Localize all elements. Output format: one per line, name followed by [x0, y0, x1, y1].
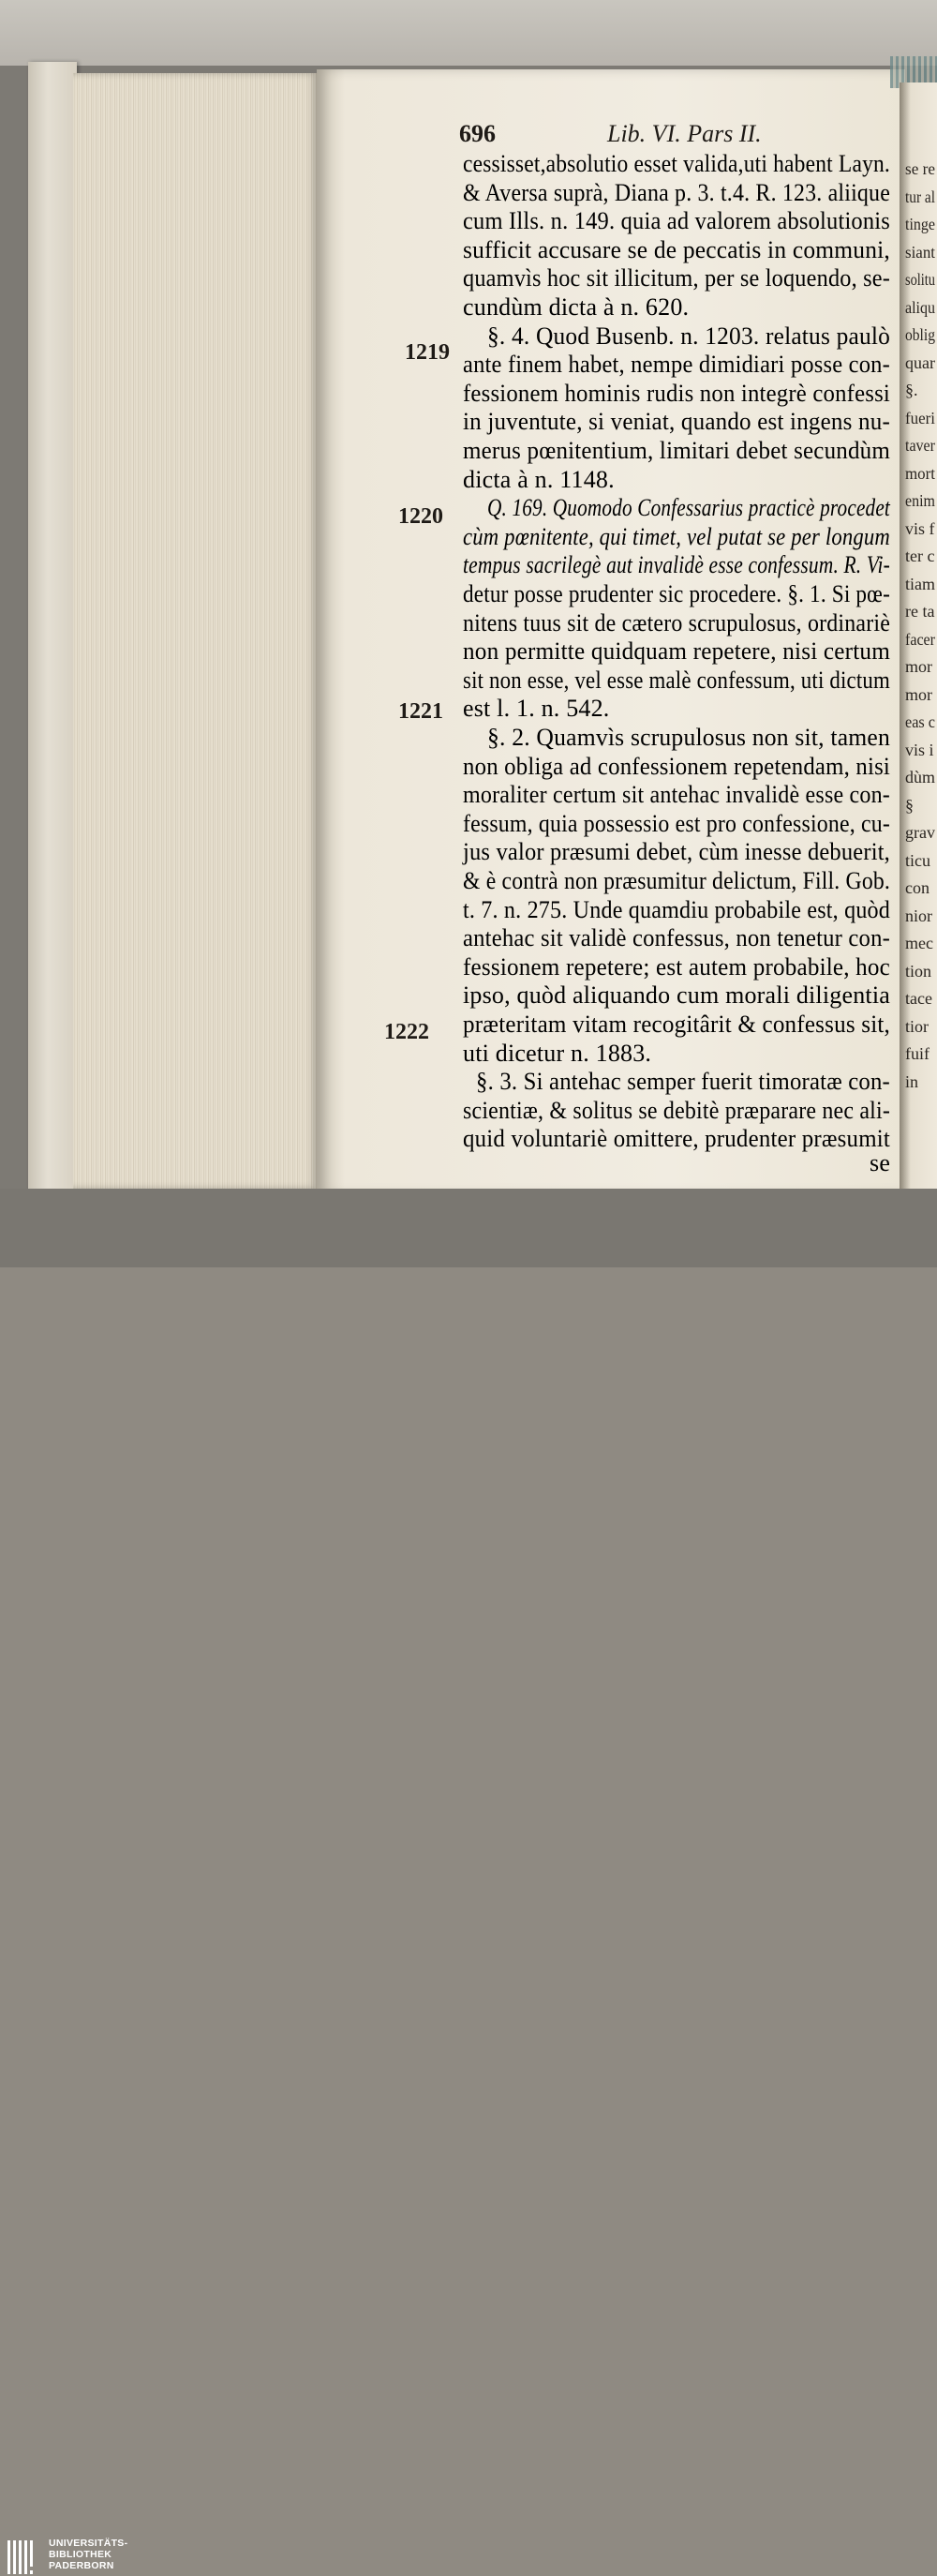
text-line: & Aversa suprà, Diana p. 3. t.4. R. 123. aliique — [463, 178, 890, 206]
margin-number: 1219 — [405, 340, 450, 365]
text-line: ipso, quòd aliquando cum morali diligentia — [463, 981, 890, 1010]
footer — [0, 1267, 937, 2571]
text-line: nitens tuus sit de cætero scrupulosus, ordinariè — [463, 608, 890, 637]
next-page-fragment: § — [905, 795, 914, 815]
text-line: uti dicetur n. 1883. — [463, 1039, 652, 1067]
text-line: t. 7. n. 275. Unde quamdiu probabile est, quòd — [463, 895, 890, 923]
next-page-fragment: enim — [905, 491, 935, 510]
text-line: sit non esse, vel esse malè confessum, uti dictum — [463, 666, 890, 694]
next-page-fragment: quar — [905, 352, 935, 372]
next-page-fragment: tior — [905, 1016, 929, 1036]
next-page-fragment: vis i — [905, 740, 934, 759]
text-line: Q. 169. Quomodo Confessarius practicè procedet — [487, 494, 890, 522]
text-line: non obliga ad confessionem repetendam, nisi — [463, 752, 890, 780]
next-page-fragment: fueri — [905, 408, 935, 427]
text-line: detur posse prudenter sic procedere. §. 1. Si pœ- — [463, 580, 890, 607]
running-title: Lib. VI. Pars II. — [607, 120, 762, 147]
text-line: cundùm dicta à n. 620. — [463, 293, 690, 321]
next-page-fragment: facer — [905, 629, 935, 649]
text-line: tempus sacrilegè aut invalidè esse confessum. R. Vi- — [463, 551, 890, 579]
book-scan — [0, 0, 937, 1267]
text-line: cum Ills. n. 149. quia ad valorem absolutionis — [463, 207, 890, 235]
next-page-fragment: tinge — [905, 215, 935, 233]
next-page-fragment: tion — [905, 961, 932, 981]
text-line: est l. 1. n. 542. — [463, 695, 610, 723]
text-line: jus valor præsumi debet, cùm inesse debuerit, — [463, 838, 890, 866]
library-name-line: UNIVERSITÄTS- — [49, 2538, 128, 2549]
next-page-fragment: tiam — [905, 574, 935, 593]
text-line: in juventute, si veniat, quando est ingens nu- — [463, 408, 890, 436]
next-page-fragment: mort — [905, 463, 935, 483]
page-edges — [73, 73, 319, 1189]
library-logo-icon — [7, 2539, 41, 2576]
text-line: & è contrà non præsumitur delictum, Fill. Gob. — [463, 867, 890, 894]
next-page-fragment: mec — [905, 934, 933, 952]
next-page-fragment: vis f — [905, 518, 935, 538]
next-page-fragment: grav — [905, 823, 935, 842]
next-page-fragment: siant — [905, 242, 935, 262]
next-page-fragment: ticu — [905, 850, 930, 870]
next-page-fragment: solitu — [905, 270, 935, 289]
text-line: moraliter certum sit antehac invalidè esse con- — [463, 781, 890, 809]
text-line: se — [870, 1149, 891, 1177]
next-page-fragment: dùm — [905, 768, 935, 786]
next-page-fragment: ter c — [905, 547, 935, 565]
text-line: fessum, quia possessio est pro confessione, cu- — [463, 809, 890, 837]
next-page-fragment: taver — [905, 436, 935, 455]
margin-number: 1222 — [384, 1020, 429, 1044]
next-page-fragment: oblig — [905, 325, 935, 344]
library-name — [49, 2538, 127, 2571]
next-page-fragment: se re — [905, 159, 935, 178]
library-name-line: BIBLIOTHEK — [49, 2549, 112, 2560]
page-number: 696 — [459, 120, 496, 147]
next-page-fragment: con — [905, 878, 930, 897]
library-name-line: PADERBORN — [49, 2560, 114, 2571]
margin-number: 1220 — [398, 504, 443, 529]
text-line: fessionem hominis rudis non integrè confessi — [463, 379, 890, 407]
text-line: merus pœnitentium, limitari debet secundùm — [463, 437, 890, 464]
scan-background — [0, 0, 937, 66]
text-line: quid voluntariè omittere, prudenter præsumit — [463, 1125, 890, 1153]
text-line: ante finem habet, nempe dimidiari posse con- — [463, 351, 890, 379]
margin-number: 1221 — [398, 699, 443, 724]
text-line: scientiæ, & solitus se debitè præparare nec ali- — [463, 1096, 890, 1124]
text-line: non permitte quidquam repetere, nisi certum — [463, 637, 890, 666]
next-page-fragment: aliqu — [905, 297, 935, 317]
text-line: cessisset,absolutio esset valida,uti habent Layn. — [463, 150, 890, 177]
next-page-fragment: mor — [905, 657, 932, 676]
book-cover-left — [28, 62, 77, 1196]
text-line: §. 4. Quod Busenb. n. 1203. relatus paulò — [487, 322, 890, 350]
text-line: sufficit accusare se de peccatis in communi, — [463, 235, 890, 263]
next-page-fragment: tur al — [905, 187, 935, 206]
text-line: cùm pœnitente, qui timet, vel putat se per longum — [463, 522, 890, 550]
next-page-fragment: eas c — [905, 712, 935, 731]
scan-bottom — [0, 1189, 937, 1267]
next-page-fragment: tace — [905, 989, 932, 1008]
text-line: fessionem repetere; est autem probabile, hoc — [463, 952, 890, 981]
text-line: antehac sit validè confessus, non tenetur con- — [463, 924, 890, 952]
next-page-fragment: fuif — [905, 1044, 930, 1063]
next-page-fragment: re ta — [905, 602, 935, 621]
next-page-fragment: nior — [905, 906, 932, 925]
text-line: §. 3. Si antehac semper fuerit timoratæ con- — [476, 1068, 890, 1096]
text-line: præteritam vitam recogitârit & confessus sit, — [463, 1011, 890, 1038]
next-page-fragment: mor — [905, 684, 932, 704]
text-line: quamvìs hoc sit illicitum, per se loquendo, se- — [463, 264, 890, 292]
next-page-fragment: in — [905, 1071, 919, 1091]
text-line: §. 2. Quamvìs scrupulosus non sit, tamen — [487, 724, 890, 751]
next-page-fragment: §. — [905, 381, 918, 399]
text-line: dicta à n. 1148. — [463, 465, 615, 493]
